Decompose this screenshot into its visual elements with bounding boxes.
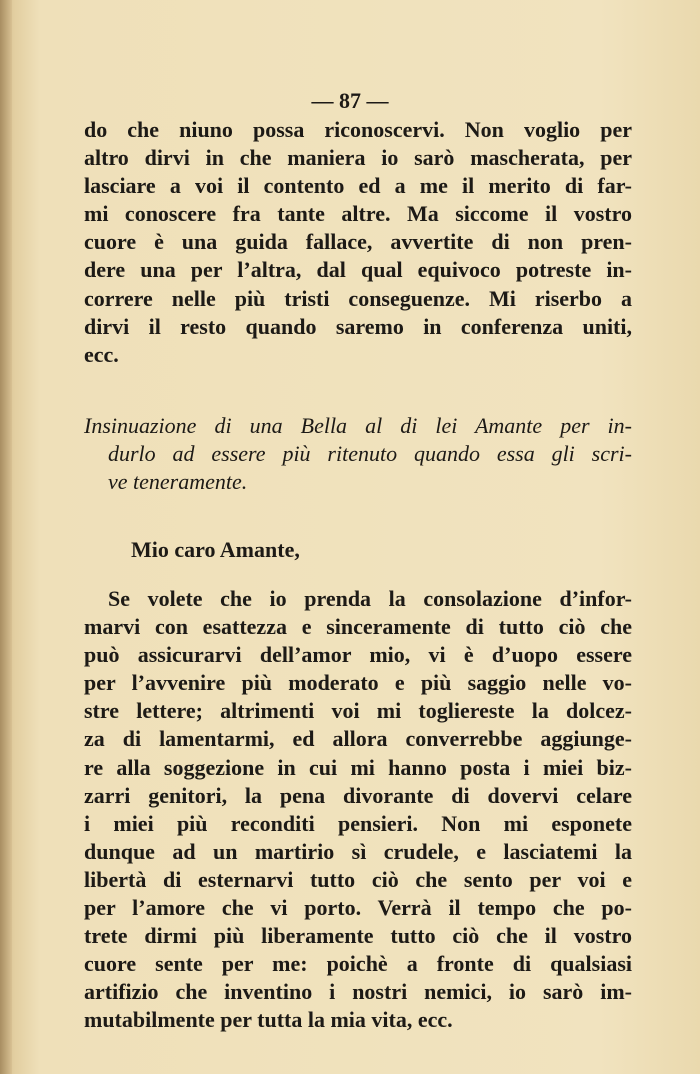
text-line: dirvi il resto quando saremo in conferenza uniti, <box>84 313 632 339</box>
text-line: re alla soggezione in cui mi hanno posta i miei biz- <box>84 754 632 780</box>
text-line: cuore è una guida fallace, avvertite di non pren- <box>84 229 632 255</box>
page-spine-shadow <box>0 0 12 1074</box>
heading-line: Insinuazione di una Bella al di lei Amante per in- <box>84 413 632 438</box>
text-line: stre lettere; altrimenti voi mi togliereste la dolcez- <box>84 698 632 724</box>
letter-heading <box>84 412 632 496</box>
text-line: mi conoscere fra tante altre. Ma siccome il vostro <box>84 201 632 227</box>
page-number: — 87 — <box>311 88 389 113</box>
letter-body <box>84 585 632 1035</box>
salutation: Mio caro Amante, <box>131 537 300 562</box>
text-line: per l’avvenire più moderato e più saggio nelle vo- <box>84 670 632 696</box>
text-line: per l’amore che vi porto. Verrà il tempo che po- <box>84 895 632 921</box>
heading-line: durlo ad essere più ritenuto quando essa gli scri- <box>108 441 632 467</box>
text-line: dunque ad un martirio sì crudele, e lasciatemi la <box>84 838 632 864</box>
heading-line: ve teneramente. <box>108 469 248 495</box>
text-line: può assicurarvi dell’amor mio, vi è d’uopo essere <box>84 642 632 668</box>
text-line: Se volete che io prenda la consolazione d’infor- <box>108 586 632 611</box>
text-line: artifizio che inventino i nostri nemici, io sarò im- <box>84 979 632 1005</box>
text-line: libertà di esternarvi tutto ciò che sento per voi e <box>84 866 632 892</box>
text-line: za di lamentarmi, ed allora converrebbe aggiunge- <box>84 726 632 752</box>
text-line: trete dirmi più liberamente tutto ciò che il vostro <box>84 923 632 949</box>
text-line: ecc. <box>84 341 119 367</box>
paragraph-continued <box>84 116 632 369</box>
text-line: i miei più reconditi pensieri. Non mi esponete <box>84 810 632 836</box>
text-line: marvi con esattezza e sinceramente di tutto ciò che <box>84 614 632 640</box>
text-line: cuore sente per me: poichè a fronte di qualsiasi <box>84 951 632 977</box>
text-line: lasciare a voi il contento ed a me il merito di far- <box>84 173 632 199</box>
text-line: dere una per l’altra, dal qual equivoco potreste in- <box>84 257 632 283</box>
text-line: correre nelle più tristi conseguenze. Mi riserbo a <box>84 285 632 311</box>
text-line: do che niuno possa riconoscervi. Non voglio per <box>84 117 632 142</box>
text-line: zarri genitori, la pena divorante di dovervi celare <box>84 782 632 808</box>
text-line: altro dirvi in che maniera io sarò mascherata, per <box>84 145 632 171</box>
text-line: mutabilmente per tutta la mia vita, ecc. <box>84 1007 453 1033</box>
